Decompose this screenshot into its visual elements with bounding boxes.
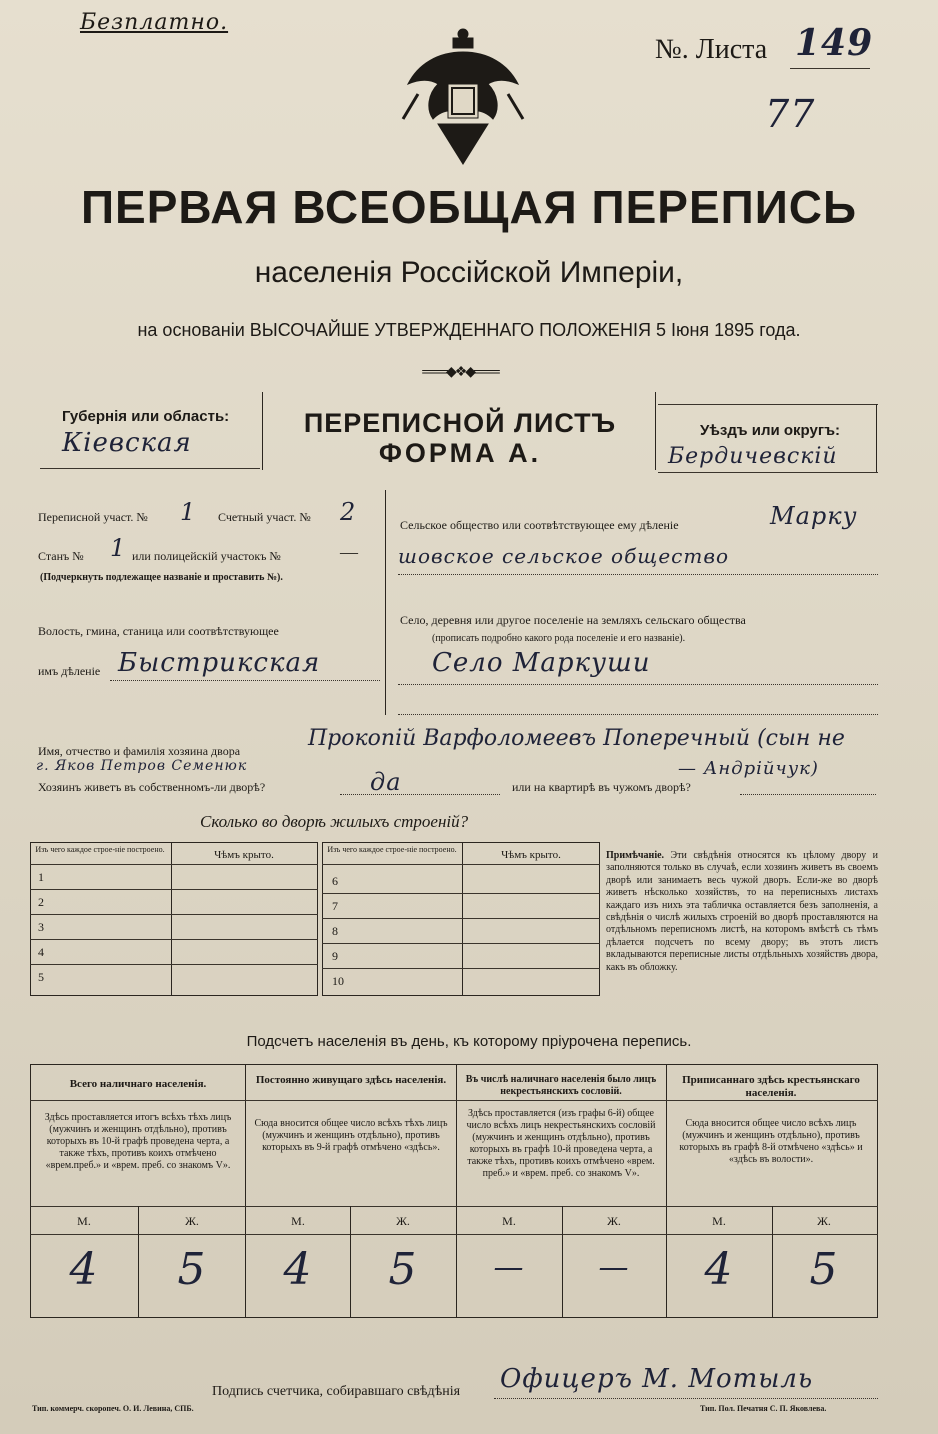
count-col2-f-label: Ж.	[396, 1214, 410, 1228]
count-col4-f-value: 5	[809, 1244, 839, 1295]
count-col2-desc: Сюда вносится общее число всѣхъ тѣхъ лицъ (мужчинъ и женщинъ отдѣльно), противъ которыхъ въ 9-й графѣ отмѣчено «здѣсь».	[254, 1118, 448, 1153]
building-row-2: 2	[38, 895, 44, 909]
building-row-8: 8	[332, 924, 338, 938]
buildings-col-material: Изъ чего каждое строе-ніе построено.	[35, 845, 165, 854]
count-col3-header: Въ числѣ наличнаго населенія было лицъ некрестьянскихъ сословій.	[465, 1074, 657, 1097]
count-col2-m-value: 4	[283, 1244, 313, 1295]
police-label: или полицейскій участокъ №	[132, 549, 281, 563]
count-col4-m-value: 4	[704, 1244, 734, 1295]
underline-note: (Подчеркнуть подлежащее названіе и проставить №).	[40, 572, 283, 583]
count-col2-f-value: 5	[388, 1244, 418, 1295]
buildings-col-roof-right: Чѣмъ крыто.	[501, 849, 561, 861]
count-col3-m-label: М.	[502, 1214, 516, 1228]
district-label: Уѣздъ или округъ:	[700, 422, 841, 439]
count-col3-f-value: —	[598, 1250, 630, 1285]
page-subtitle: населенія Россійской Имперіи,	[254, 256, 684, 289]
ornament-divider: ═══◆❖◆═══	[422, 365, 498, 380]
building-row-1: 1	[38, 870, 44, 884]
note-text: Эти свѣдѣнія относятся къ цѣлому двору и заполняются только въ случаѣ, если хозяинъ живетъ въ своемъ дворѣ или занимаетъ весь чужой дворъ. Если-же во дворѣ живетъ нѣсколько хозяйствъ, то на переписныхъ листахъ каждаго изъ нихъ эта табличка оставляется безъ заполненія, а свѣдѣнія о числѣ жилыхъ строеній во дворѣ проставляются на отдѣльномъ переписномъ листѣ, на которомъ вмѣстѣ съ тѣмъ дѣлается подсчетъ по всему двору; въ этотъ листъ вкладываются переписные листы отдѣльныхъ хозяйствъ двора, какъ въ обложку.	[606, 850, 879, 973]
count-col4-desc: Сюда вносится общее число всѣхъ лицъ (мужчинъ и женщинъ отдѣльно), противъ которыхъ въ графѣ 8-й отмѣчено «здѣсь» и «здѣсь въ волости».	[679, 1118, 863, 1165]
count-col1-f-label: Ж.	[185, 1214, 199, 1228]
print-left: Тип. коммерч. скоропеч. О. И. Левина, СПБ.	[32, 1404, 194, 1413]
building-row-9: 9	[332, 949, 338, 963]
volost-label-2: имъ дѣленіе	[38, 664, 101, 678]
building-row-4: 4	[38, 945, 44, 959]
handwritten-number: 77	[765, 92, 816, 136]
building-row-10: 10	[332, 974, 344, 988]
other-yard-label: или на квартирѣ въ чужомъ дворѣ?	[512, 780, 691, 794]
building-row-6: 6	[332, 874, 338, 888]
own-yard-value: да	[370, 768, 402, 796]
village-label: Село, деревня или другое поселеніе на земляхъ сельскаго общества	[400, 613, 746, 627]
society-label: Сельское общество или соотвѣтствующее ему дѣленіе	[400, 518, 679, 532]
count-col1-m-label: М.	[77, 1214, 91, 1228]
signature-label: Подпись счетчика, собиравшаго свѣдѣнія	[212, 1384, 461, 1399]
count-col1-desc: Здѣсь проставляется итогъ всѣхъ тѣхъ лицъ (мужчинъ и женщинъ отдѣльно), противъ которыхъ въ 10-й графѣ проведена черта, а также тѣхъ, противъ коихъ отмѣчено «врем.преб.» и «врем. преб. со знакомъ V».	[44, 1112, 232, 1171]
owner-label: Имя, отчество и фамилія хозяина двора	[38, 744, 241, 758]
count-col2-m-label: М.	[291, 1214, 305, 1228]
owner-value-2: г. Яков Петров Семенюк	[36, 758, 248, 774]
note-label: Примѣчаніе.	[606, 850, 665, 861]
volost-value: Быстрикская	[118, 648, 321, 678]
buildings-table-left	[30, 842, 318, 996]
police-value: —	[340, 542, 358, 562]
building-row-5: 5	[38, 970, 44, 984]
double-eagle-emblem-icon	[398, 24, 528, 174]
stan-value: 1	[110, 534, 127, 562]
building-row-3: 3	[38, 920, 44, 934]
province-value: Кіевская	[62, 428, 192, 458]
census-section-label: Переписной участ. №	[38, 510, 148, 524]
form-name-line2: ФОРМА А.	[378, 438, 542, 468]
count-col3-f-label: Ж.	[607, 1214, 621, 1228]
census-section-value: 1	[180, 498, 197, 526]
count-col3-desc: Здѣсь проставляется (изъ графы 6-й) общее число всѣхъ лицъ некрестьянскихъ сословій (мужчинъ и женщинъ отдѣльно), противъ которыхъ въ графѣ 10-й проведена черта, а также тѣхъ, противъ коихъ отмѣчено «врем. преб.» и «врем. преб. со знакомъ V».	[466, 1108, 656, 1179]
count-title: Подсчетъ населенія въ день, къ которому пріурочена перепись.	[246, 1033, 692, 1050]
count-col1-f-value: 5	[177, 1244, 207, 1295]
count-col3-m-value: —	[493, 1250, 525, 1285]
count-section-value: 2	[340, 498, 357, 526]
owner-value-3: — Андрійчук)	[678, 758, 819, 779]
page-title: ПЕРВАЯ ВСЕОБЩАЯ ПЕРЕПИСЬ	[80, 181, 858, 233]
owner-value-1: Прокопій Варфоломеевъ Поперечный (сын не	[308, 726, 845, 751]
building-row-7: 7	[332, 899, 338, 913]
count-col4-f-label: Ж.	[817, 1214, 831, 1228]
buildings-question: Сколько во дворѣ жилыхъ строеній?	[200, 812, 469, 831]
print-right: Тип. Пол. Печатня С. П. Яковлева.	[700, 1404, 827, 1413]
own-yard-label: Хозяинъ живетъ въ собственномъ-ли дворѣ?	[38, 780, 266, 794]
legal-basis: на основаніи ВЫСОЧАЙШЕ УТВЕРЖДЕННАГО ПОЛОЖЕНІЯ 5 Іюня 1895 года.	[137, 320, 801, 340]
district-value: Бердичевскій	[668, 444, 838, 469]
note-block	[606, 850, 878, 974]
form-name-line1: ПЕРЕПИСНОЙ ЛИСТЪ	[303, 408, 617, 438]
stan-label: Станъ №	[38, 549, 84, 563]
society-value-2: шовское сельское общество	[398, 544, 729, 568]
sheet-number-label: №. Листа	[655, 34, 768, 65]
sheet-number-value: 149	[795, 22, 874, 64]
count-col4-m-label: М.	[712, 1214, 726, 1228]
province-label: Губернія или область:	[62, 408, 230, 425]
signature-value: Офицеръ М. Мотыль	[500, 1364, 814, 1394]
count-col4-header: Приписаннаго здѣсь крестьянскаго населенія.	[682, 1074, 860, 1099]
free-label: Безплатно.	[80, 10, 229, 35]
count-col2-header: Постоянно живущаго здѣсь населенія.	[255, 1074, 447, 1086]
volost-label-1: Волость, гмина, станица или соотвѣтствующее	[38, 624, 279, 638]
village-value: Село Маркуши	[432, 648, 651, 678]
village-note: (прописать подробно какого рода поселеніе и его названіе).	[432, 633, 686, 644]
count-col1-m-value: 4	[69, 1244, 99, 1295]
buildings-table-right	[322, 842, 600, 996]
buildings-col-material-right: Изъ чего каждое строе-ніе построено.	[327, 845, 457, 854]
count-col1-header: Всего наличнаго населенія.	[69, 1078, 207, 1090]
count-section-label: Счетный участ. №	[218, 510, 311, 524]
buildings-col-roof: Чѣмъ крыто.	[214, 849, 274, 861]
society-value-1: Марку	[770, 502, 858, 530]
